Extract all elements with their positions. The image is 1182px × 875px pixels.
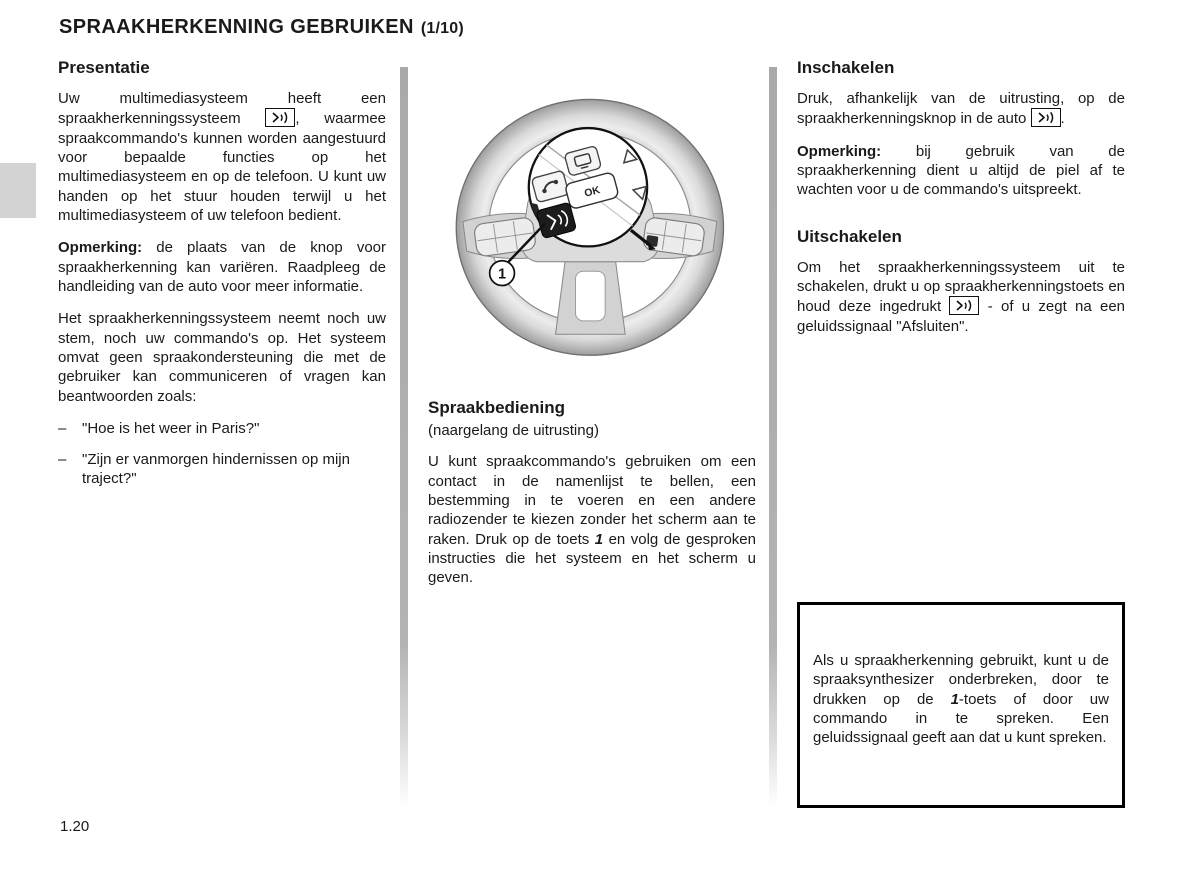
presentation-heading: Presentatie: [58, 58, 150, 77]
activate-heading: Inschakelen: [797, 58, 895, 77]
list-item: – "Hoe is het weer in Paris?": [58, 420, 260, 438]
page-title-counter: (1/10): [420, 20, 464, 37]
voice-command-icon: [265, 108, 295, 127]
steering-wheel-illustration: [440, 80, 755, 367]
example-questions-list: [58, 419, 386, 488]
voice-control-heading: Spraakbediening: [428, 398, 565, 417]
presentation-note: Opmerking: de plaats van de knop voor spraakherkenning kan variëren. Raadpleeg de handleiding van de auto voor meer informatie.: [58, 239, 386, 296]
voice-command-icon: [949, 296, 979, 315]
column-divider-left: [400, 67, 408, 807]
page-title-text: SPRAAKHERKENNING GEBRUIKEN: [59, 16, 414, 38]
button-1-reference: 1: [594, 530, 604, 548]
note-label: Opmerking:: [797, 142, 882, 160]
dash-bullet: –: [58, 420, 67, 438]
deactivate-heading: Uitschakelen: [797, 226, 902, 246]
right-column: [797, 58, 1125, 349]
section-edge-tab: [0, 163, 36, 218]
info-box-text: Als u spraakherkenning gebruikt, kunt u de spraaksynthesizer onderbreken, door te drukken op de 1-toets of door uw commando in te spreken. Een geluidssignaal geeft aan dat u kunt spreken.: [813, 652, 1109, 747]
note-label: Opmerking:: [58, 239, 143, 257]
left-column: [58, 58, 386, 499]
wheel-lower-spoke-cutout: [576, 271, 606, 321]
activate-paragraph: Druk, afhankelijk van de uitrusting, op de spraakherkenningsknop in de auto .: [797, 90, 1125, 128]
button-1-reference: 1: [950, 690, 959, 708]
voice-command-icon: [1031, 108, 1061, 127]
deactivate-paragraph: Om het spraakherkenningssysteem uit te schakelen, drukt u op spraakherkenningstoets en houd deze ingedrukt - of u zegt na een geluidssignaal "Afsluiten".: [797, 258, 1125, 335]
list-item: – "Zijn er vanmorgen hindernissen op mijn traject?": [58, 450, 350, 487]
callout-1-label: 1: [498, 266, 507, 283]
middle-column: [428, 58, 756, 601]
activate-note: Opmerking: bij gebruik van de spraakherkenning dient u altijd de piel af te wachten voor u de commando's uitspreekt.: [797, 142, 1125, 199]
ok-button-label: OK: [583, 184, 602, 200]
column-divider-right: [769, 67, 777, 807]
presentation-paragraph: Uw multimediasysteem heeft een spraakherkenningssysteem , waarmee spraakcommando's kunnen worden aangestuurd voor bepaalde functies op het multimediasysteem en op de telefoon. U kunt uw handen op het stuur houden terwijl u het multimediasysteem of uw telefoon bedient.: [58, 90, 387, 225]
presentation-paragraph-2: Het spraakherkenningssysteem neemt noch uw stem, noch uw commando's op. Het systeem omvat geen spraakondersteuning die met de gebruiker kan communiceren of vragen kan beantwoorden zoals:: [58, 310, 386, 405]
voice-control-paragraph: U kunt spraakcommando's gebruiken om een contact in de namenlijst te bellen, een bestemming in te voeren en een andere radiozender te kiezen zonder het scherm aan te raken. Druk op de toets 1 en volg de gesproken instructies die het systeem en het scherm u geven.: [428, 453, 756, 587]
page-number: 1.20: [60, 818, 90, 835]
voice-control-subheading: (naargelang de uitrusting): [428, 422, 599, 439]
info-box: [797, 602, 1125, 808]
page-title: [59, 16, 464, 39]
dash-bullet: –: [58, 450, 67, 468]
